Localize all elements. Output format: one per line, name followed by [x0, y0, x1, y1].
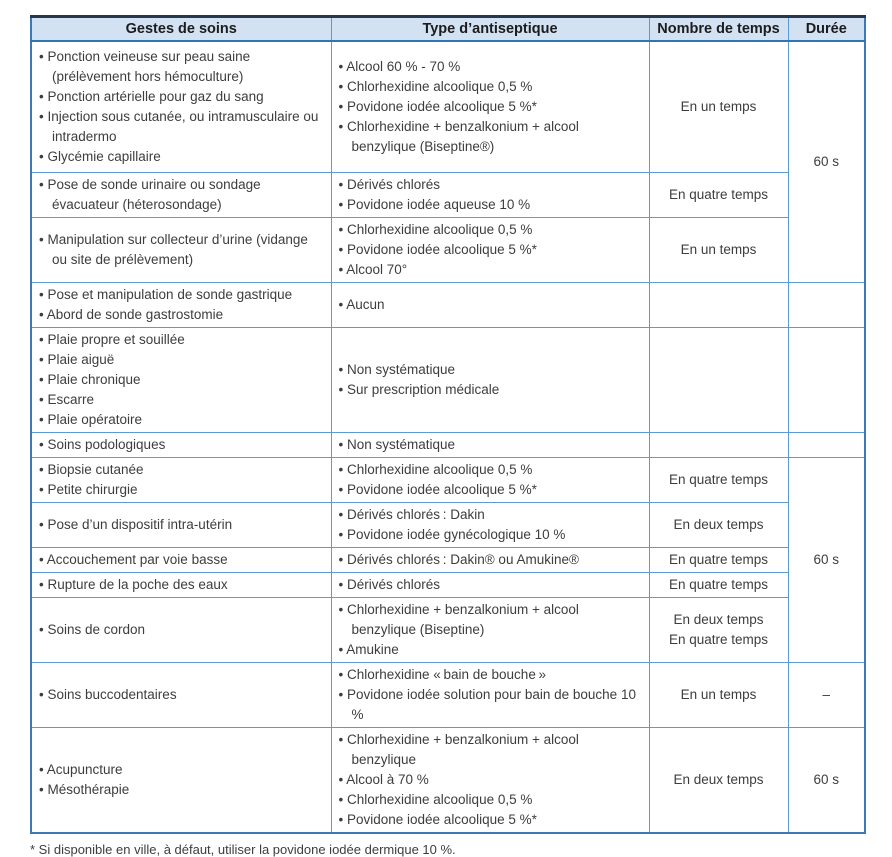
bullet-item: • Plaie chronique	[39, 370, 324, 390]
temps-line: En quatre temps	[668, 551, 769, 567]
column-header-gestes: Gestes de soins	[31, 17, 331, 42]
bullet-item: • Dérivés chlorés	[339, 175, 642, 195]
bullet-item: • Chlorhexidine alcoolique 0,5 %	[339, 220, 642, 240]
bullet-item: • Povidone iodée alcoolique 5 %*	[339, 810, 642, 830]
antiseptique-cell	[331, 547, 649, 572]
gestes-cell	[31, 41, 331, 172]
table-row	[31, 172, 865, 217]
temps-line: En un temps	[680, 241, 757, 257]
gestes-cell	[31, 457, 331, 502]
table-row	[31, 457, 865, 502]
antiseptique-cell	[331, 727, 649, 833]
bullet-item: • Aucun	[339, 295, 642, 315]
bullet-item: • Dérivés chlorés : Dakin® ou Amukine®	[339, 550, 642, 570]
bullet-item: • Acupuncture	[39, 760, 324, 780]
table-row	[31, 572, 865, 597]
bullet-item: • Povidone iodée solution pour bain de bouche 10 %	[339, 685, 642, 725]
temps-cell	[649, 502, 788, 547]
temps-cell	[649, 172, 788, 217]
temps-line: En un temps	[680, 686, 757, 702]
temps-cell	[649, 662, 788, 727]
temps-line: En quatre temps	[668, 576, 769, 592]
table-row	[31, 662, 865, 727]
bullet-item: • Escarre	[39, 390, 324, 410]
bullet-item: • Chlorhexidine alcoolique 0,5 %	[339, 77, 642, 97]
gestes-cell	[31, 502, 331, 547]
temps-cell	[649, 41, 788, 172]
bullet-item: • Accouchement par voie basse	[39, 550, 324, 570]
bullet-item: • Plaie propre et souillée	[39, 330, 324, 350]
bullet-item: • Chlorhexidine alcoolique 0,5 %	[339, 790, 642, 810]
temps-cell	[649, 432, 788, 457]
bullet-item: • Alcool 60 % - 70 %	[339, 57, 642, 77]
bullet-item: • Ponction veineuse sur peau saine (prélèvement hors hémoculture)	[39, 47, 324, 87]
bullet-item: • Abord de sonde gastrostomie	[39, 305, 324, 325]
table-row	[31, 432, 865, 457]
antiseptique-cell	[331, 572, 649, 597]
bullet-item: • Soins podologiques	[39, 435, 324, 455]
temps-cell	[649, 282, 788, 327]
antiseptique-cell	[331, 432, 649, 457]
gestes-cell	[31, 572, 331, 597]
bullet-item: • Sur prescription médicale	[339, 380, 642, 400]
bullet-item: • Chlorhexidine + benzalkonium + alcool benzylique (Biseptine)	[339, 600, 642, 640]
temps-line: En quatre temps	[668, 471, 769, 487]
temps-cell	[649, 547, 788, 572]
footnote: * Si disponible en ville, à défaut, utiliser la povidone iodée dermique 10 %.	[30, 841, 456, 857]
bullet-item: • Soins de cordon	[39, 620, 324, 640]
table-row	[31, 217, 865, 282]
bullet-item: • Alcool 70°	[339, 260, 642, 280]
bullet-item: • Rupture de la poche des eaux	[39, 575, 324, 595]
table-row	[31, 597, 865, 662]
bullet-item: • Manipulation sur collecteur d’urine (vidange ou site de prélèvement)	[39, 230, 324, 270]
bullet-item: • Soins buccodentaires	[39, 685, 324, 705]
duree-cell	[788, 432, 865, 457]
bullet-item: • Amukine	[339, 640, 642, 660]
gestes-cell	[31, 547, 331, 572]
temps-line: En deux temps	[673, 611, 764, 627]
column-header-temps: Nombre de temps	[649, 17, 788, 42]
bullet-item: • Glycémie capillaire	[39, 147, 324, 167]
bullet-item: • Povidone iodée alcoolique 5 %*	[339, 240, 642, 260]
bullet-item: • Non systématique	[339, 360, 642, 380]
gestes-cell	[31, 662, 331, 727]
table-row	[31, 727, 865, 833]
duree-cell: 60 s	[788, 41, 865, 282]
duree-cell	[788, 282, 865, 327]
temps-line: En deux temps	[673, 771, 764, 787]
bullet-item: • Plaie aiguë	[39, 350, 324, 370]
temps-line: En deux temps	[673, 516, 764, 532]
bullet-item: • Alcool à 70 %	[339, 770, 642, 790]
bullet-item: • Non systématique	[339, 435, 642, 455]
bullet-item: • Petite chirurgie	[39, 480, 324, 500]
antiseptique-cell	[331, 41, 649, 172]
temps-cell	[649, 597, 788, 662]
temps-line: En quatre temps	[668, 631, 769, 647]
antiseptique-cell	[331, 597, 649, 662]
temps-cell	[649, 217, 788, 282]
antiseptique-cell	[331, 457, 649, 502]
gestes-cell	[31, 327, 331, 432]
antiseptique-cell	[331, 502, 649, 547]
duree-cell: –	[788, 662, 865, 727]
header-row	[31, 17, 865, 42]
bullet-item: • Biopsie cutanée	[39, 460, 324, 480]
bullet-item: • Pose d’un dispositif intra-utérin	[39, 515, 324, 535]
bullet-item: • Povidone iodée alcoolique 5 %*	[339, 480, 642, 500]
temps-line: En quatre temps	[668, 186, 769, 202]
bullet-item: • Chlorhexidine alcoolique 0,5 %	[339, 460, 642, 480]
temps-line: En un temps	[680, 98, 757, 114]
gestes-cell	[31, 597, 331, 662]
gestes-cell	[31, 432, 331, 457]
antiseptique-cell	[331, 662, 649, 727]
bullet-item: • Plaie opératoire	[39, 410, 324, 430]
gestes-cell	[31, 172, 331, 217]
duree-cell	[788, 327, 865, 432]
temps-cell	[649, 457, 788, 502]
gestes-cell	[31, 727, 331, 833]
bullet-item: • Povidone iodée aqueuse 10 %	[339, 195, 642, 215]
temps-cell	[649, 727, 788, 833]
antiseptique-cell	[331, 172, 649, 217]
bullet-item: • Mésothérapie	[39, 780, 324, 800]
bullet-item: • Pose de sonde urinaire ou sondage évacuateur (héterosondage)	[39, 175, 324, 215]
bullet-item: • Chlorhexidine + benzalkonium + alcool benzylique	[339, 730, 642, 770]
table-row	[31, 282, 865, 327]
bullet-item: • Ponction artérielle pour gaz du sang	[39, 87, 324, 107]
bullet-item: • Dérivés chlorés : Dakin	[339, 505, 642, 525]
table-row	[31, 547, 865, 572]
antiseptique-table	[30, 15, 866, 834]
antiseptique-cell	[331, 327, 649, 432]
antiseptique-cell	[331, 217, 649, 282]
bullet-item: • Injection sous cutanée, ou intramusculaire ou intradermo	[39, 107, 324, 147]
temps-cell	[649, 327, 788, 432]
table-body	[31, 41, 865, 833]
bullet-item: • Pose et manipulation de sonde gastrique	[39, 285, 324, 305]
gestes-cell	[31, 282, 331, 327]
table-row	[31, 502, 865, 547]
table-row	[31, 41, 865, 172]
bullet-item: • Dérivés chlorés	[339, 575, 642, 595]
bullet-item: • Povidone iodée gynécologique 10 %	[339, 525, 642, 545]
bullet-item: • Chlorhexidine « bain de bouche »	[339, 665, 642, 685]
bullet-item: • Chlorhexidine + benzalkonium + alcool benzylique (Biseptine®)	[339, 117, 642, 157]
column-header-antiseptique: Type d’antiseptique	[331, 17, 649, 42]
gestes-cell	[31, 217, 331, 282]
temps-cell	[649, 572, 788, 597]
column-header-duree: Durée	[788, 17, 865, 42]
bullet-item: • Povidone iodée alcoolique 5 %*	[339, 97, 642, 117]
duree-cell: 60 s	[788, 457, 865, 662]
antiseptique-cell	[331, 282, 649, 327]
table-row	[31, 327, 865, 432]
duree-cell: 60 s	[788, 727, 865, 833]
